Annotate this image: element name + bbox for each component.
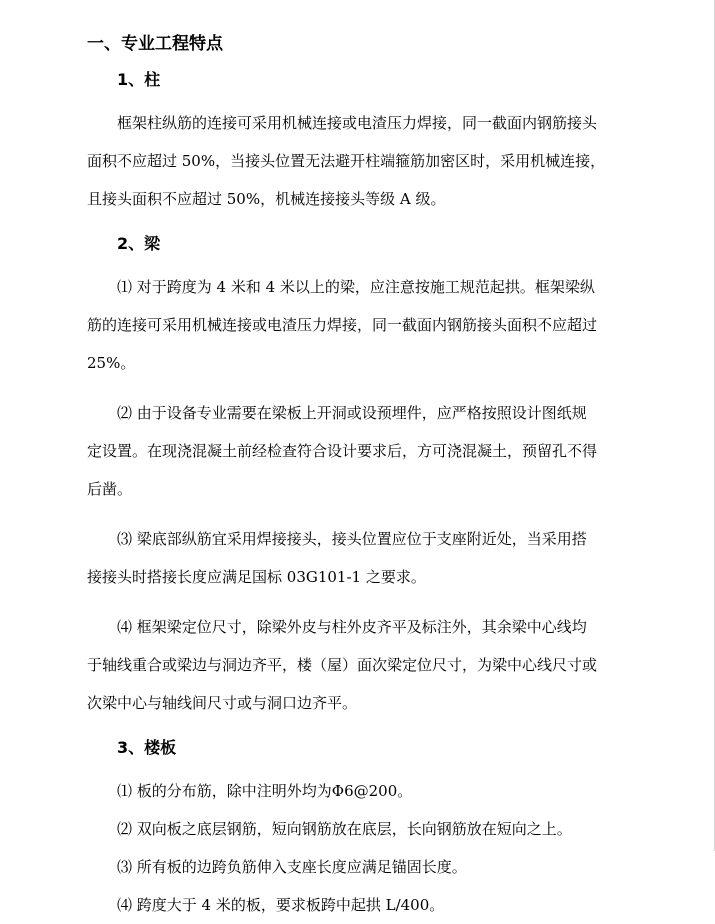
- text-line: 面积不应超过 50%，当接头位置无法避开柱端箍筋加密区时，采用机械连接，: [87, 152, 606, 170]
- paragraph-columns-1: [87, 104, 667, 218]
- heading-columns: 1、柱: [117, 70, 161, 89]
- text-line: 框架柱纵筋的连接可采用机械连接或电渣压力焊接，同一截面内钢筋接头: [117, 114, 598, 132]
- text-line: 且接头面积不应超过 50%，机械连接接头等级 A 级。: [87, 190, 446, 208]
- paragraph-beams-3: [87, 520, 667, 596]
- paragraph-beams-2: [87, 394, 667, 508]
- text-line: ⑶ 梁底部纵筋宜采用焊接接头，接头位置应位于支座附近处，当采用搭: [117, 530, 587, 548]
- heading-slabs: 3、楼板: [117, 738, 177, 757]
- heading-beams: 2、梁: [117, 234, 161, 253]
- text-line: 接接头时搭接长度应满足国标 03G101-1 之要求。: [87, 568, 426, 586]
- text-line: 25%。: [87, 354, 136, 372]
- text-line: ⑷ 框架梁定位尺寸，除梁外皮与柱外皮齐平及标注外，其余梁中心线均: [117, 618, 587, 636]
- text-line: 定设置。在现浇混凝土前经检查符合设计要求后，方可浇混凝土，预留孔不得: [87, 442, 598, 460]
- text-line: 次梁中心与轴线间尺寸或与洞口边齐平。: [87, 694, 358, 712]
- section-title: 一、专业工程特点: [87, 34, 223, 54]
- text-line: 筋的连接可采用机械连接或电渣压力焊接，同一截面内钢筋接头面积不应超过: [87, 316, 598, 334]
- document-body: [87, 30, 667, 924]
- paragraph-beams-1: [87, 268, 667, 382]
- slab-item-2: ⑵ 双向板之底层钢筋，短向钢筋放在底层，长向钢筋放在短向之上。: [117, 820, 572, 838]
- text-line: 后凿。: [87, 480, 133, 498]
- slab-item-3: ⑶ 所有板的边跨负筋伸入支座长度应满足锚固长度。: [117, 858, 467, 876]
- text-line: ⑵ 由于设备专业需要在梁板上开洞或设预埋件，应严格按照设计图纸规: [117, 404, 587, 422]
- paragraph-beams-4: [87, 608, 667, 722]
- text-line: ⑴ 对于跨度为 4 米和 4 米以上的梁，应注意按施工规范起拱。框架梁纵: [117, 278, 595, 296]
- slab-item-1: ⑴ 板的分布筋，除中注明外均为Φ6@200。: [117, 782, 413, 800]
- text-line: 于轴线重合或梁边与洞边齐平，楼（屋）面次梁定位尺寸，为梁中心线尺寸或: [87, 656, 598, 674]
- slab-item-4: ⑷ 跨度大于 4 米的板，要求板跨中起拱 L/400。: [117, 896, 445, 914]
